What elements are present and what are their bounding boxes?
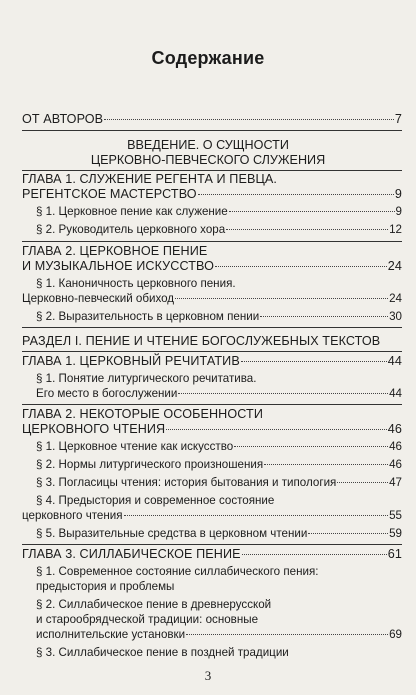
leader-dots bbox=[104, 119, 394, 120]
entry-label-line1: § 3. Силлабическое пение в поздней традиции bbox=[36, 646, 289, 659]
toc-entry-ch1-s2[interactable] bbox=[36, 222, 402, 238]
divider bbox=[22, 544, 402, 545]
toc-entry-line bbox=[36, 371, 402, 387]
entry-page: 12 bbox=[389, 223, 402, 236]
chapter-heading bbox=[22, 406, 402, 422]
chapter-title-line2: РЕГЕНТСКОЕ МАСТЕРСТВО bbox=[22, 187, 197, 201]
chapter-title-line2: И МУЗЫКАЛЬНОЕ ИСКУССТВО bbox=[22, 259, 215, 273]
divider bbox=[22, 327, 402, 328]
intro-heading-line1: ВВЕДЕНИЕ. О СУЩНОСТИ bbox=[127, 138, 289, 152]
leader-dots bbox=[166, 429, 387, 430]
entry-page: 46 bbox=[387, 422, 402, 436]
entry-label: § 1. Церковное чтение как искусство bbox=[36, 440, 234, 453]
entry-label-line1: § 1. Современное состояние силлабического пения: bbox=[36, 565, 319, 578]
chapter-title: ГЛАВА 3. СИЛЛАБИЧЕСКОЕ ПЕНИЕ bbox=[22, 547, 241, 561]
toc-entry-ch2-s1[interactable] bbox=[22, 291, 402, 307]
chapter-heading bbox=[22, 243, 402, 259]
toc-entry-line bbox=[36, 493, 402, 509]
chapter-title-line1: ГЛАВА 1. СЛУЖЕНИЕ РЕГЕНТА И ПЕВЦА. bbox=[22, 172, 277, 186]
toc-entry-p1ch2[interactable] bbox=[22, 421, 402, 437]
toc-entry-ch1-s1[interactable] bbox=[36, 204, 402, 220]
entry-label-line1: § 1. Понятие литургического речитатива. bbox=[36, 372, 257, 385]
toc-entry-p1ch2-s1[interactable] bbox=[36, 439, 402, 455]
leader-dots bbox=[337, 482, 388, 483]
leader-dots bbox=[198, 194, 394, 195]
entry-page: 9 bbox=[394, 187, 402, 201]
leader-dots bbox=[175, 298, 388, 299]
part-heading bbox=[22, 333, 402, 349]
entry-page: 69 bbox=[389, 628, 402, 641]
entry-label-line1: § 1. Каноничность церковного пения. bbox=[36, 277, 236, 290]
page-title: Содержание bbox=[151, 48, 265, 68]
entry-page: 30 bbox=[389, 310, 402, 323]
toc-entry-ch1[interactable] bbox=[22, 186, 402, 202]
entry-label: § 2. Выразительность в церковном пении bbox=[36, 310, 260, 323]
leader-dots bbox=[178, 393, 388, 394]
chapter-title-line2: ЦЕРКОВНОГО ЧТЕНИЯ bbox=[22, 422, 166, 436]
entry-page: 46 bbox=[389, 440, 402, 453]
intro-heading-line2: ЦЕРКОВНО-ПЕВЧЕСКОГО СЛУЖЕНИЯ bbox=[90, 153, 326, 167]
entry-label: ОТ АВТОРОВ bbox=[22, 112, 104, 126]
entry-page: 7 bbox=[394, 112, 402, 126]
entry-label-line2: предыстория и проблемы bbox=[36, 580, 175, 593]
entry-label: § 5. Выразительные средства в церковном чтении bbox=[36, 527, 308, 540]
toc-entry-p1ch2-s5[interactable] bbox=[36, 526, 402, 542]
toc-entry-line bbox=[36, 597, 402, 613]
entry-page: 9 bbox=[395, 205, 402, 218]
divider bbox=[22, 351, 402, 352]
divider bbox=[22, 404, 402, 405]
leader-dots bbox=[229, 211, 395, 212]
leader-dots bbox=[215, 266, 387, 267]
chapter-heading bbox=[22, 171, 402, 187]
part-title: РАЗДЕЛ I. ПЕНИЕ И ЧТЕНИЕ БОГОСЛУЖЕБНЫХ ТЕКСТОВ bbox=[22, 334, 381, 348]
entry-label-line2: церковного чтения bbox=[22, 509, 123, 522]
entry-label: § 2. Руководитель церковного хора bbox=[36, 223, 226, 236]
entry-page: 47 bbox=[389, 476, 402, 489]
toc-entry-p1ch1[interactable] bbox=[22, 353, 402, 369]
leader-dots bbox=[308, 533, 388, 534]
toc-entry-p1ch2-s4[interactable] bbox=[22, 508, 402, 524]
entry-page: 24 bbox=[389, 292, 402, 305]
entry-label-line1: § 4. Предыстория и современное состояние bbox=[36, 494, 275, 507]
toc-entry-p1ch3[interactable] bbox=[22, 546, 402, 562]
entry-label-line1: § 2. Силлабическое пение в древнерусской bbox=[36, 598, 272, 611]
entry-label: § 2. Нормы литургического произношения bbox=[36, 458, 264, 471]
toc-entry-line bbox=[36, 276, 402, 292]
leader-dots bbox=[264, 464, 388, 465]
entry-label-line2: Его место в богослужении bbox=[36, 387, 178, 400]
divider bbox=[22, 241, 402, 242]
toc-entry-ch2[interactable] bbox=[22, 258, 402, 274]
toc-entry-p1ch1-s1[interactable] bbox=[36, 386, 402, 402]
page-number: 3 bbox=[204, 668, 212, 683]
leader-dots bbox=[226, 229, 388, 230]
leader-dots bbox=[124, 515, 389, 516]
leader-dots bbox=[234, 446, 388, 447]
divider bbox=[22, 130, 402, 131]
toc-entry-p1ch2-s2[interactable] bbox=[36, 457, 402, 473]
toc-entry-authors[interactable] bbox=[22, 111, 402, 127]
leader-dots bbox=[241, 361, 387, 362]
leader-dots bbox=[242, 554, 387, 555]
entry-label: § 3. Погласицы чтения: история бытования и типология bbox=[36, 476, 337, 489]
entry-label-line3: исполнительские установки bbox=[36, 628, 186, 641]
entry-page: 24 bbox=[387, 259, 402, 273]
entry-label-line2: и старообрядческой традиции: основные bbox=[36, 613, 259, 626]
entry-page: 44 bbox=[387, 354, 402, 368]
entry-page: 44 bbox=[389, 387, 402, 400]
toc-entry-line bbox=[36, 612, 402, 628]
chapter-title-line1: ГЛАВА 2. НЕКОТОРЫЕ ОСОБЕННОСТИ bbox=[22, 407, 263, 421]
entry-page: 46 bbox=[389, 458, 402, 471]
toc-entry-p1ch3-s1[interactable] bbox=[36, 579, 402, 595]
chapter-title: ГЛАВА 1. ЦЕРКОВНЫЙ РЕЧИТАТИВ bbox=[22, 354, 240, 368]
toc-entry-line bbox=[36, 645, 402, 661]
entry-page: 55 bbox=[389, 509, 402, 522]
entry-page: 61 bbox=[387, 547, 402, 561]
leader-dots bbox=[260, 316, 388, 317]
leader-dots bbox=[186, 634, 388, 635]
toc-entry-line bbox=[36, 564, 402, 580]
entry-page: 59 bbox=[389, 527, 402, 540]
toc-entry-p1ch3-s2[interactable] bbox=[36, 627, 402, 643]
toc-entry-p1ch2-s3[interactable] bbox=[36, 475, 402, 491]
toc-entry-ch2-s2[interactable] bbox=[36, 309, 402, 325]
entry-label-line2: Церковно-певческий обиход bbox=[22, 292, 175, 305]
entry-label: § 1. Церковное пение как служение bbox=[36, 205, 228, 218]
chapter-title-line1: ГЛАВА 2. ЦЕРКОВНОЕ ПЕНИЕ bbox=[22, 244, 208, 258]
